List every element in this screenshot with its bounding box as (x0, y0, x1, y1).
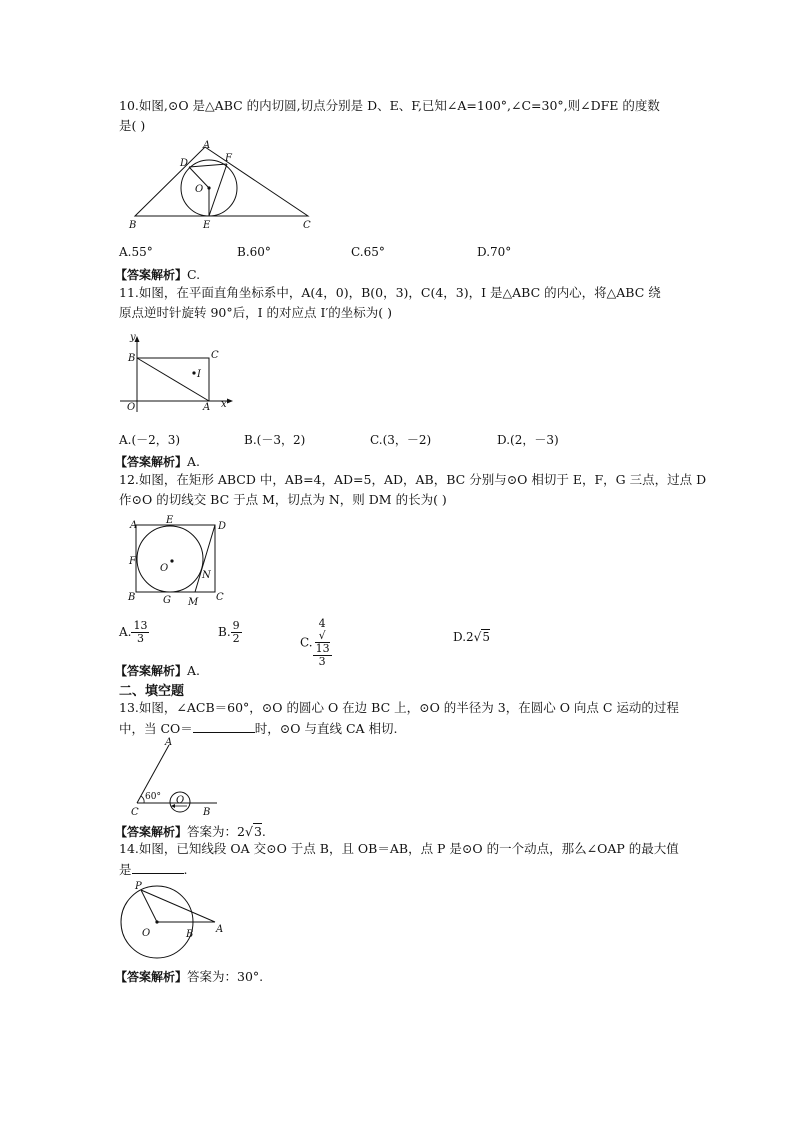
q14-line2-pre: 是 (119, 862, 132, 877)
q13-label-o: O (176, 795, 185, 806)
q14-segment-pa (141, 890, 215, 922)
q14-line2-post: . (183, 862, 188, 877)
q10-label-o: O (195, 184, 204, 195)
q12-option-b-prefix: B. (218, 625, 231, 639)
q10-option-c: C.65° (351, 245, 385, 259)
q11-label-i: I (197, 369, 201, 380)
q11-figure (115, 330, 245, 418)
q13-answer: 【答案解析】答案为：2√3. (115, 824, 266, 839)
q11-option-d: D.(2，－3) (497, 433, 559, 447)
q12-option-b-numerator: 9 (232, 619, 240, 632)
q10-center-dot (207, 186, 210, 189)
q10-label-b: B (129, 220, 137, 231)
q12-option-a-fraction (131, 620, 149, 645)
q13-answer-label: 【答案解析】 (115, 825, 188, 839)
q14-segment-op (141, 890, 157, 922)
q11-answer-value: A. (187, 454, 201, 469)
q12-option-a-denominator: 3 (136, 632, 144, 645)
q12-label-a: A (130, 520, 138, 531)
q12-option-c-prefix: C. (300, 635, 313, 650)
q11-label-y: y (130, 332, 136, 343)
q11-label-o: O (127, 402, 136, 413)
q12-tangent-dm (195, 525, 215, 592)
q14-figure (115, 880, 235, 962)
q13-text-line1: 13.如图，∠ACB＝60°，⊙O 的圆心 O 在边 BC 上，⊙O 的半径为 3，在圆心 O 向点 C 运动的过程 (119, 700, 679, 715)
q11-label-x: x (221, 399, 227, 410)
q12-option-d: D.2√5 (453, 630, 490, 644)
q12-text-line1: 12.如图，在矩形 ABCD 中，AB=4，AD=5，AD，AB，BC 分别与⊙O 相切于 E，F，G 三点，过点 D (119, 472, 707, 487)
q14-label-o: O (142, 928, 151, 939)
q14-answer-blank[interactable] (132, 861, 184, 874)
q12-option-c-fraction (313, 618, 332, 668)
q11-label-b: B (128, 353, 136, 364)
q13-answer-post: . (261, 824, 266, 839)
q13-line2-post: 时，⊙O 与直线 CA 相切. (254, 721, 398, 736)
q12-label-f: F (129, 556, 136, 567)
q12-answer (115, 660, 200, 679)
q10-label-c: C (303, 220, 311, 231)
q12-label-d: D (218, 521, 227, 532)
q10-figure (125, 138, 325, 233)
q14-answer-value: 答案为：30°. (187, 969, 264, 984)
q10-label-e: E (203, 220, 211, 231)
q12-label-b: B (128, 592, 136, 603)
q11-answer-label: 【答案解析】 (115, 455, 188, 469)
q13-figure (125, 735, 225, 817)
q10-segment-fe (209, 164, 227, 216)
q13-label-angle: 60° (145, 792, 161, 802)
q12-label-m: M (188, 597, 199, 607)
q12-text-line2: 作⊙O 的切线交 BC 于点 M，切点为 N，则 DM 的长为( ) (119, 492, 447, 507)
q13-label-a: A (165, 737, 173, 748)
q12-option-a-prefix: A. (119, 625, 132, 639)
q11-incenter-dot (192, 371, 195, 374)
q14-text-line2 (119, 861, 188, 878)
q12-option-c-denominator: 3 (318, 655, 326, 668)
q10-label-d: D (180, 158, 189, 169)
q10-triangle-abc (135, 147, 308, 216)
q11-x-arrow (227, 399, 233, 404)
q14-answer (115, 966, 263, 985)
q12-option-c-radicand: 13 (315, 642, 330, 655)
q12-figure (118, 512, 233, 607)
q12-label-c: C (216, 592, 224, 603)
q13-label-c: C (131, 807, 139, 817)
q11-text-line1: 11.如图，在平面直角坐标系中，A(4，0)，B(0，3)，C(4，3)，I 是△ABC 的内心，将△ABC 绕 (119, 285, 661, 300)
q10-answer-value: C. (187, 267, 201, 282)
q12-label-n: N (202, 570, 211, 581)
q10-option-b: B.60° (237, 245, 271, 259)
q10-text-line1: 10.如图,⊙O 是△ABC 的内切圆,切点分别是 D、E、F,已知∠A=100°,∠C=30°,则∠DFE 的度数 (119, 98, 660, 113)
q14-label-b: B (186, 929, 194, 940)
q14-text-line1: 14.如图，已知线段 OA 交⊙O 于点 B，且 OB＝AB，点 P 是⊙O 的一个动点，那么∠OAP 的最大值 (119, 841, 679, 856)
q14-answer-label: 【答案解析】 (115, 970, 188, 984)
q10-answer (115, 264, 200, 283)
q12-circle (137, 526, 203, 592)
q12-option-d-radicand: 5 (482, 630, 490, 644)
q11-label-c: C (211, 350, 219, 361)
q10-text-line2: 是( ) (119, 118, 146, 133)
q12-label-g: G (163, 595, 171, 606)
q12-label-e: E (166, 515, 174, 526)
q14-label-p: P (135, 881, 142, 892)
q11-answer (115, 451, 200, 470)
q10-label-a: A (203, 140, 211, 151)
q12-option-b (218, 620, 242, 645)
q12-option-d-prefix: D.2 (453, 630, 474, 644)
q10-label-f: F (225, 153, 232, 164)
q13-answer-blank[interactable] (193, 720, 255, 733)
q12-label-o: O (160, 563, 169, 574)
q12-option-a-numerator: 13 (133, 619, 148, 632)
q11-text-line2: 原点逆时针旋转 90°后，I 的对应点 I′的坐标为( ) (119, 305, 393, 320)
section-title-fill-in: 二、填空题 (119, 684, 185, 699)
q11-option-a: A.(－2，3) (119, 433, 181, 447)
q10-answer-label: 【答案解析】 (115, 268, 188, 282)
q13-label-b: B (203, 807, 211, 817)
q13-line2-pre: 中，当 CO＝ (119, 721, 193, 736)
q12-option-c-coef: 4 (318, 617, 326, 630)
q11-option-b: B.(－3，2) (244, 433, 306, 447)
q13-answer-pre: 答案为：2 (187, 824, 245, 839)
q12-option-b-denominator: 2 (232, 632, 240, 645)
q13-answer-radicand: 3 (253, 824, 262, 839)
q12-center-dot (170, 559, 173, 562)
q10-option-d: D.70° (477, 245, 512, 259)
q10-option-a: A.55° (119, 245, 153, 259)
q12-option-c (300, 618, 332, 668)
q12-option-a (119, 620, 149, 645)
q12-answer-label: 【答案解析】 (115, 664, 188, 678)
q11-option-c: C.(3，－2) (370, 433, 432, 447)
q11-label-a: A (203, 402, 211, 413)
q12-option-c-numerator: 4 √ 13 (313, 618, 332, 656)
q14-center-dot (155, 920, 158, 923)
q12-answer-value: A. (187, 663, 201, 678)
q14-label-a: A (216, 924, 224, 935)
q12-option-b-fraction (231, 620, 242, 645)
q13-angle-arc (141, 796, 144, 803)
